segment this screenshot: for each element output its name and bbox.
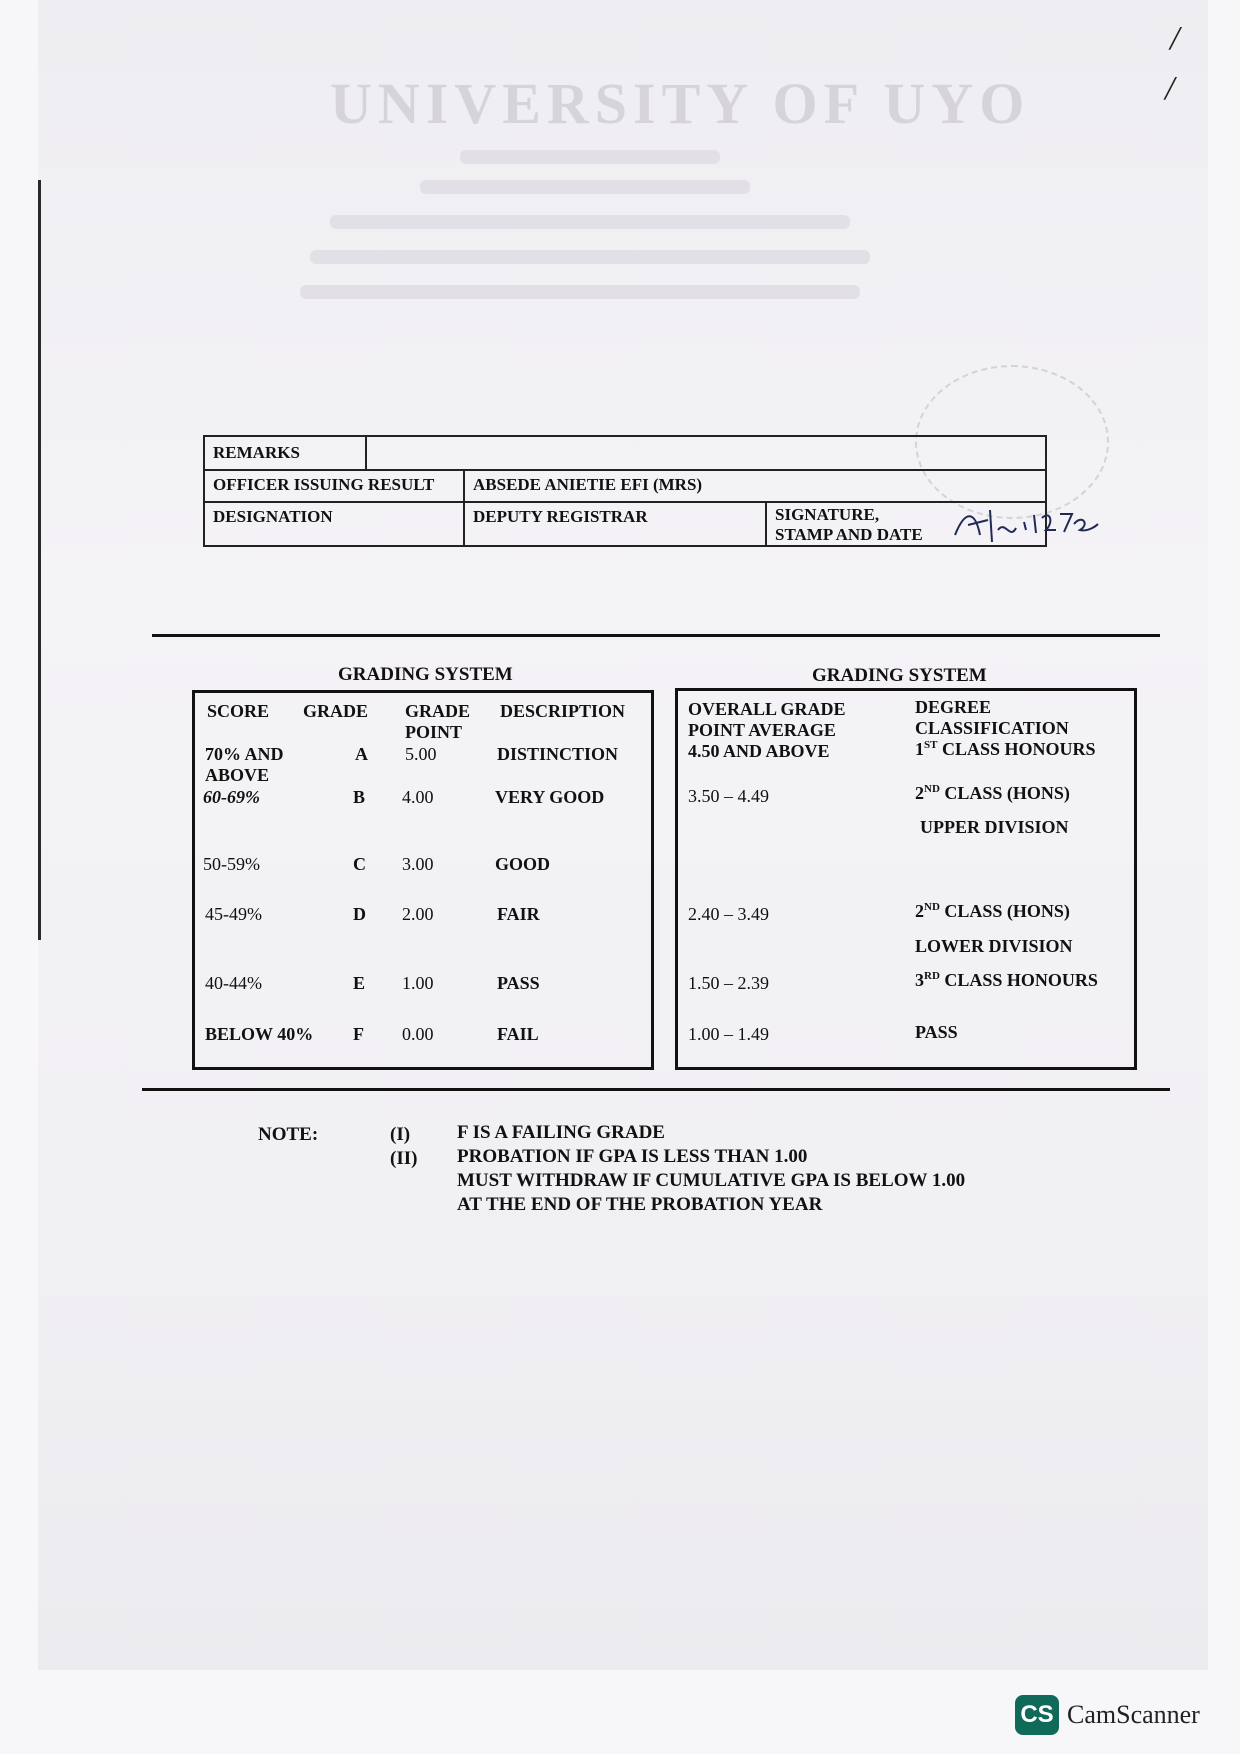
officer-label: OFFICER ISSUING RESULT — [213, 475, 435, 494]
class-text: CLASS (HONS) — [939, 783, 1070, 803]
score-cell: 70% AND — [205, 744, 284, 764]
score-cell: 45-49% — [205, 904, 262, 924]
page-left-edge-line — [38, 180, 41, 940]
margin-pen-mark: / — [1170, 20, 1180, 57]
column-divider — [765, 501, 767, 545]
description-cell: VERY GOOD — [495, 787, 605, 807]
classification-header: CLASSIFICATION — [915, 718, 1069, 738]
class-number: 1 — [915, 739, 924, 759]
classification-cell — [915, 901, 1070, 922]
classification-cell — [915, 970, 1098, 991]
description-header: DESCRIPTION — [500, 701, 626, 721]
grade-point-cell: 1.00 — [402, 973, 434, 993]
grade-point-cell: 3.00 — [402, 854, 434, 874]
grade-point-cell: 0.00 — [402, 1024, 434, 1044]
classification-grading-table — [675, 688, 1137, 1070]
remarks-table — [203, 435, 1047, 547]
description-cell: GOOD — [495, 854, 551, 874]
gpa-header-line2: POINT AVERAGE — [688, 720, 836, 740]
grade-cell: C — [353, 854, 366, 874]
note-item-number: (II) — [390, 1148, 418, 1169]
grade-point-cell: 5.00 — [405, 744, 437, 764]
score-cell-line2: ABOVE — [205, 765, 270, 785]
score-cell: 50-59% — [203, 854, 260, 874]
class-ordinal-suffix: ST — [924, 739, 938, 751]
faded-bleed-through-heading: UNIVERSITY OF UYO — [330, 71, 1031, 136]
grade-point-header-line2: POINT — [405, 722, 463, 742]
note-item-number: (I) — [390, 1124, 411, 1145]
row-divider — [205, 501, 1045, 503]
grading-system-title-right: GRADING SYSTEM — [812, 665, 987, 686]
gpa-cell: 3.50 – 4.49 — [688, 786, 769, 806]
description-cell: PASS — [497, 973, 540, 993]
grade-cell: E — [353, 973, 366, 993]
camscanner-logo-icon: CS — [1015, 1695, 1059, 1735]
classification-cell-line2: UPPER DIVISION — [920, 817, 1069, 837]
camscanner-wordmark: CamScanner — [1067, 1700, 1200, 1729]
class-number: 2 — [915, 901, 924, 921]
grade-point-header: GRADE — [405, 701, 471, 721]
section-divider-top — [152, 634, 1160, 637]
class-ordinal-suffix: ND — [924, 783, 940, 795]
class-text: CLASS HONOURS — [939, 970, 1098, 990]
description-cell: FAIR — [497, 904, 540, 924]
gpa-header: OVERALL GRADE — [688, 699, 846, 719]
description-cell: DISTINCTION — [497, 744, 619, 764]
grade-header: GRADE — [303, 701, 369, 721]
classification-cell — [915, 739, 1096, 760]
class-text: CLASS (HONS) — [939, 901, 1070, 921]
class-ordinal-suffix: ND — [924, 901, 940, 913]
class-text: CLASS HONOURS — [937, 739, 1096, 759]
faded-line — [330, 215, 850, 229]
note-item-text: F IS A FAILING GRADE — [457, 1122, 665, 1143]
officer-value: ABSEDE ANIETIE EFI (MRS) — [473, 475, 703, 494]
grading-system-title-left: GRADING SYSTEM — [338, 664, 513, 685]
classification-cell-line2: LOWER DIVISION — [915, 936, 1073, 956]
grade-cell: A — [355, 744, 368, 764]
column-divider — [463, 469, 465, 545]
score-cell: 60-69% — [203, 787, 260, 807]
gpa-cell: 1.00 – 1.49 — [688, 1024, 769, 1044]
score-cell: BELOW 40% — [205, 1024, 314, 1044]
class-number: 2 — [915, 783, 924, 803]
grade-cell: D — [353, 904, 366, 924]
note-item-text: PROBATION IF GPA IS LESS THAN 1.00 — [457, 1146, 808, 1167]
note-continuation-line: AT THE END OF THE PROBATION YEAR — [457, 1194, 823, 1215]
score-cell: 40-44% — [205, 973, 262, 993]
signature-label: SIGNATURE, — [775, 505, 880, 524]
class-number: 3 — [915, 970, 924, 990]
remarks-label: REMARKS — [213, 443, 300, 462]
faded-line — [300, 285, 860, 299]
classification-cell: PASS — [915, 1022, 958, 1042]
class-ordinal-suffix: RD — [924, 970, 940, 982]
grade-cell: B — [353, 787, 366, 807]
note-label: NOTE: — [258, 1124, 319, 1145]
grade-point-cell: 4.00 — [402, 787, 434, 807]
score-grading-table — [192, 690, 654, 1070]
section-divider-bottom — [142, 1088, 1170, 1091]
margin-pen-mark: / — [1165, 70, 1175, 107]
designation-value: DEPUTY REGISTRAR — [473, 507, 648, 526]
designation-label: DESIGNATION — [213, 507, 333, 526]
faded-line — [460, 150, 720, 164]
score-header: SCORE — [207, 701, 270, 721]
degree-header: DEGREE — [915, 697, 992, 717]
row-divider — [205, 469, 1045, 471]
faded-line — [310, 250, 870, 264]
note-continuation-line: MUST WITHDRAW IF CUMULATIVE GPA IS BELOW 1.00 — [457, 1170, 966, 1191]
grade-point-cell: 2.00 — [402, 904, 434, 924]
grade-cell: F — [353, 1024, 364, 1044]
gpa-cell: 2.40 – 3.49 — [688, 904, 769, 924]
gpa-cell: 4.50 AND ABOVE — [688, 741, 830, 761]
gpa-cell: 1.50 – 2.39 — [688, 973, 769, 993]
description-cell: FAIL — [497, 1024, 539, 1044]
stamp-and-date-label: STAMP AND DATE — [775, 525, 923, 544]
handwritten-signature — [950, 500, 1100, 550]
classification-cell — [915, 783, 1070, 804]
column-divider — [365, 437, 367, 470]
faded-line — [420, 180, 750, 194]
